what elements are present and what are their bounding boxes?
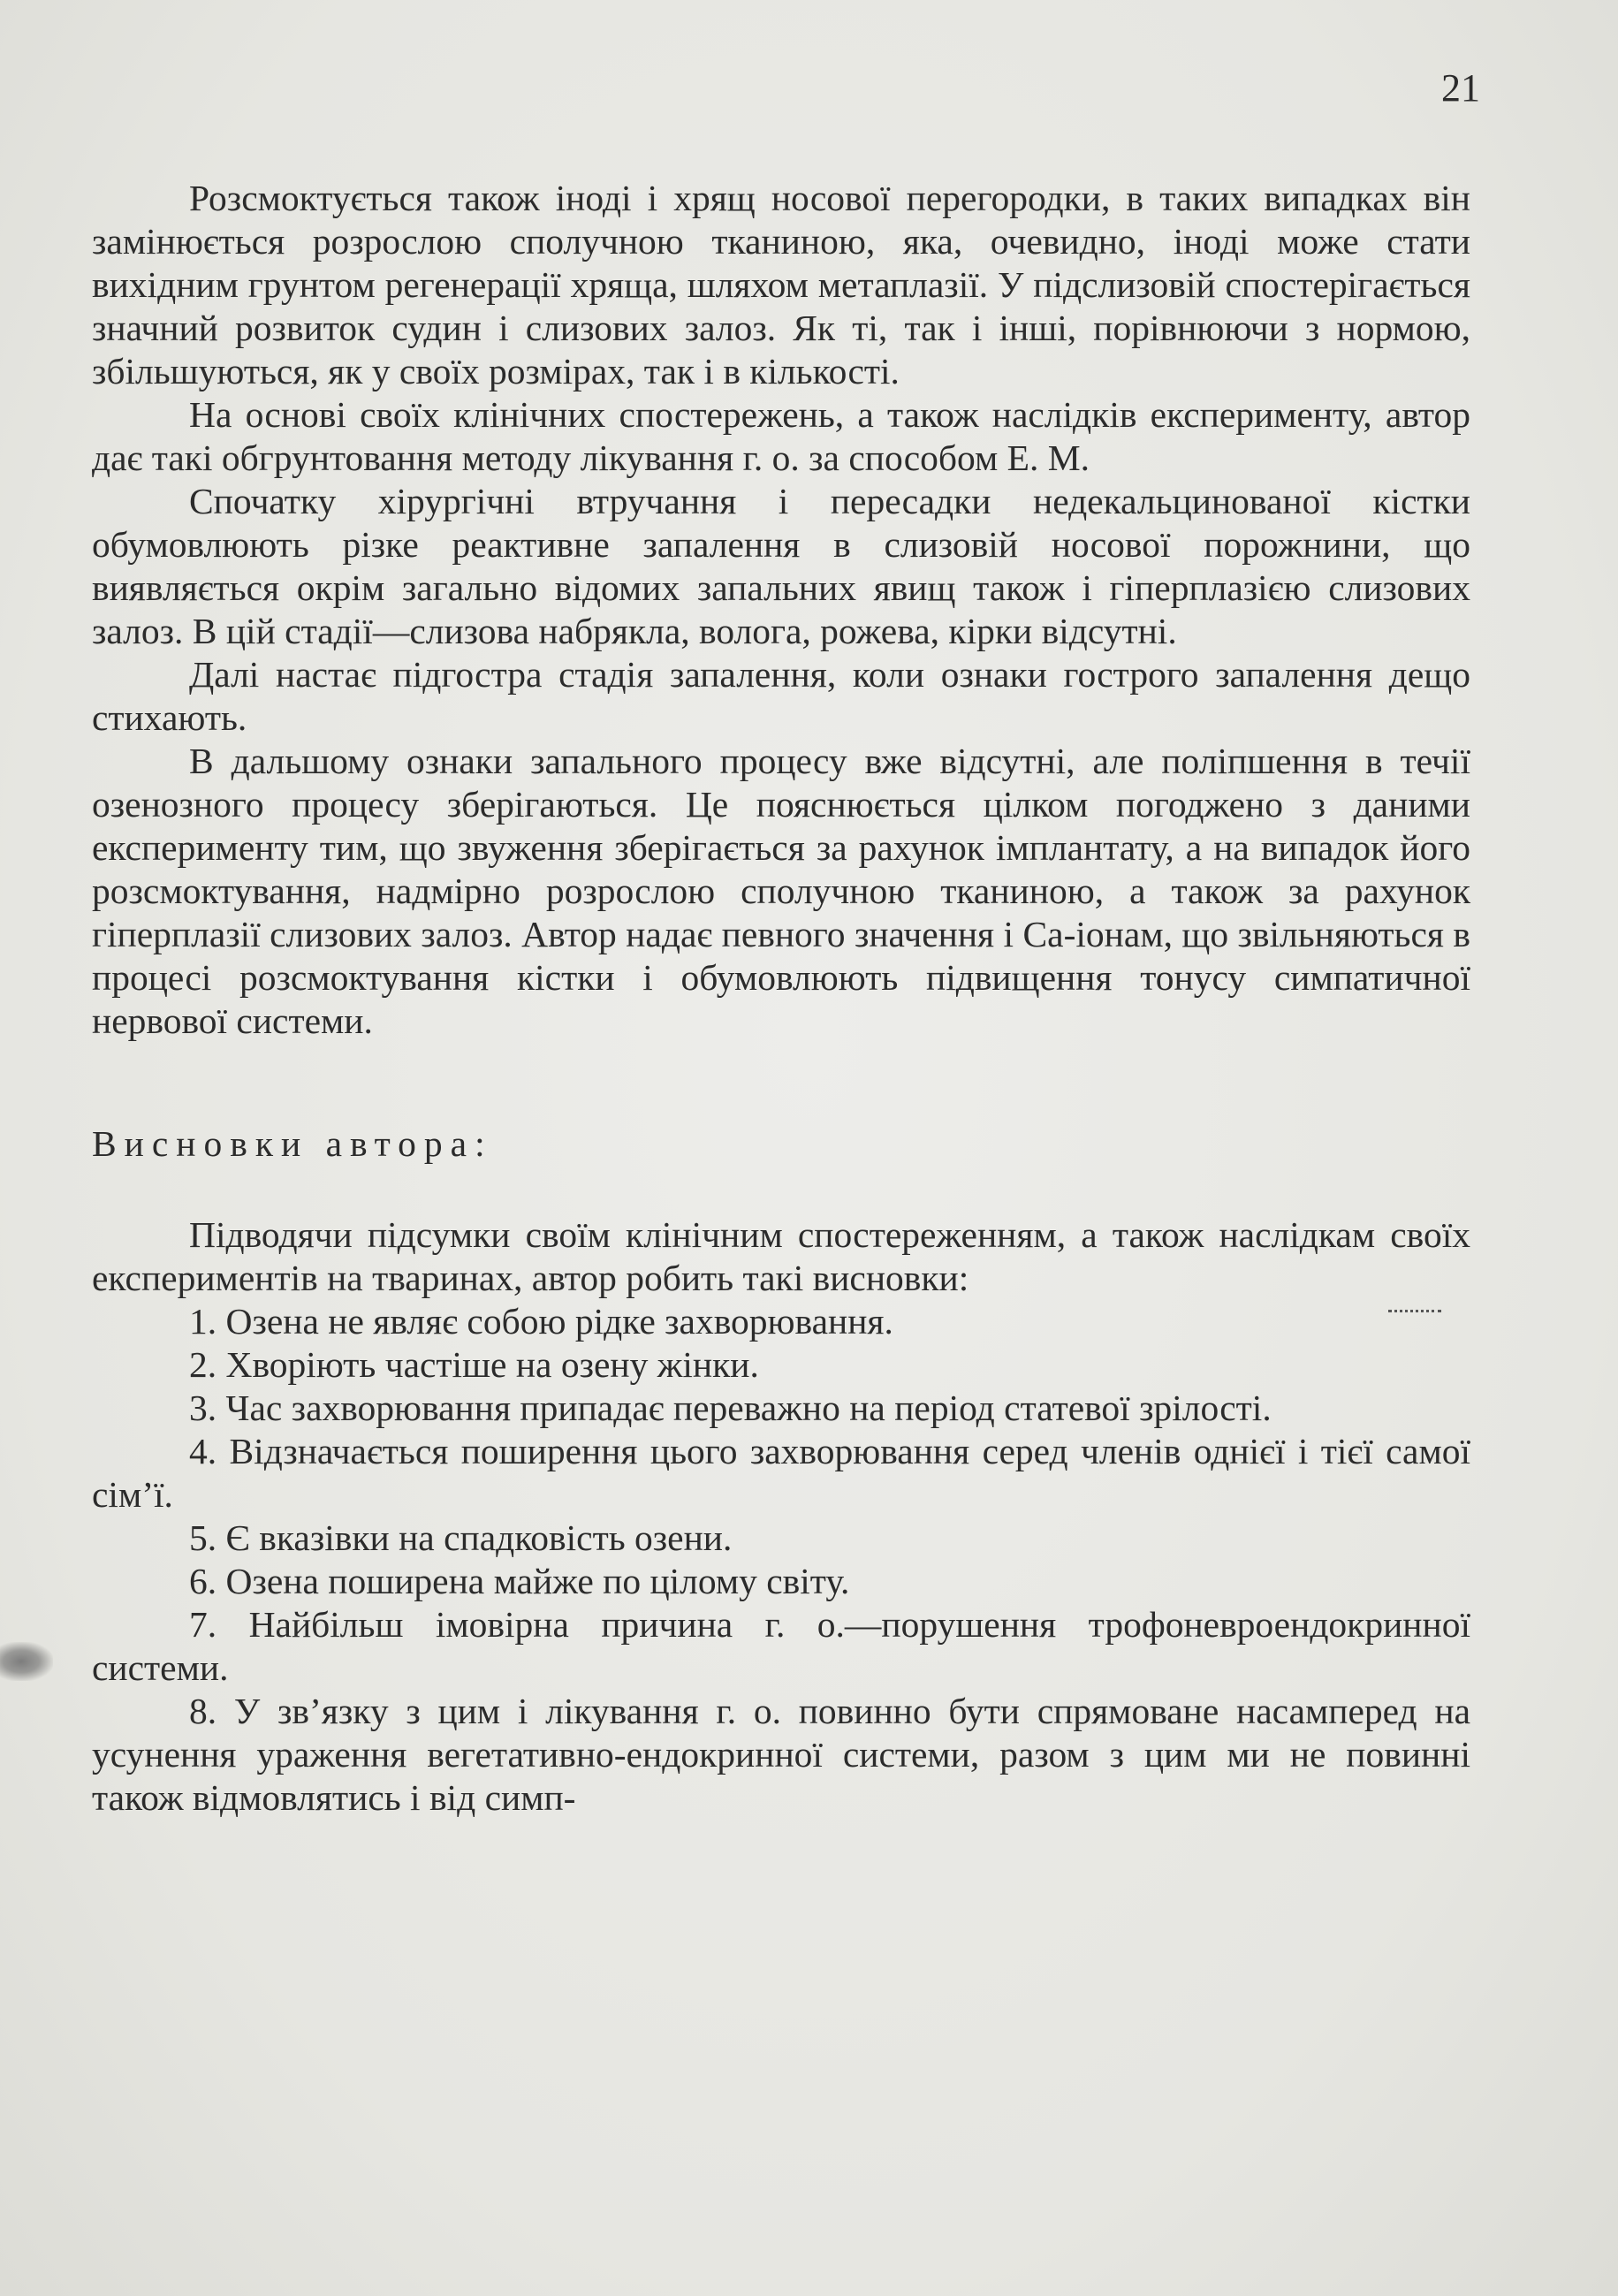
paragraph-method-rationale: На основі своїх клінічних спостережень, а також наслідків експерименту, автор дає такі обгрунтовання методу лікування г. о. за способом Е. М.: [92, 394, 1470, 478]
paragraph-initial-inflammation: Спочатку хірургічні втручання і пересадки недекальцинованої кістки обумовлюють різке реактивне запалення в слизовій носової порожнини, що виявляється окрім загально відомих запальних явищ також і гіперплазією слизових залоз. В цій стадії—слизова набрякла, волога, рожева, кірки відсутні.: [92, 481, 1470, 651]
conclusion-item: 8. У зв’язку з цим і лікування г. о. повинно бути спрямоване насамперед на усунення ураження вегетативно-ендокринної системи, разом з цим ми не повинні також відмовлятись і від симп-: [92, 1691, 1470, 1818]
conclusions-intro: Підводячи підсумки своїм клінічним спостереженням, а також наслідкам своїх експериментів на тваринах, автор робить такі висновки:: [92, 1214, 1470, 1298]
conclusion-item: 4. Відзначається поширення цього захворювання серед членів однієї і тієї самої сім’ї.: [92, 1431, 1470, 1515]
conclusion-item: 5. Є вказівки на спадковість озени.: [189, 1517, 733, 1558]
conclusion-item: 7. Найбільш імовірна причина г. о.—порушення трофоневроендокринної системи.: [92, 1604, 1470, 1688]
conclusion-item: 1. Озена не являє собою рідке захворювання.: [189, 1301, 893, 1342]
ink-smudge: [0, 1642, 53, 1681]
conclusion-item: 3. Час захворювання припадає переважно на період статевої зрілості.: [189, 1387, 1272, 1428]
paragraph-cartilage-resorption: Розсмоктується також іноді і хрящ носової перегородки, в таких випадках він замінюється розрослою сполучною тканиною, яка, очевидно, іноді може стати вихідним грунтом регенерації хряща, шляхом метаплазії. У підслизовій спостерігається значний розвиток судин і слизових залоз. Як ті, так і інші, порівнюючи з нормою, збільшуються, як у своїх розмірах, так і в кількості.: [92, 178, 1470, 392]
section-heading: Висновки автора:: [92, 1123, 493, 1164]
paragraph-later-stage: В дальшому ознаки запального процесу вже відсутні, але поліпшення в течії озенозного процесу зберігаються. Це пояснюється цілком погоджено з даними експерименту тим, що звуження зберігається за рахунок імплантату, а на випадок його розсмоктування, надмірно розрослою сполучною тканиною, а також за рахунок гіперплазії слизових залоз. Автор надає певного значення і Са-іонам, що звільняються в процесі розсмоктування кістки і обумовлюють підвищення тонусу симпатичної нервової системи.: [92, 741, 1470, 1041]
body-text: [92, 177, 1470, 1820]
conclusions-list: [92, 1300, 1470, 1820]
page-number: 21: [1441, 66, 1480, 110]
conclusion-item: 6. Озена поширена майже по цілому світу.: [189, 1561, 850, 1601]
conclusion-item: 2. Хворіють частіше на озену жінки.: [189, 1344, 759, 1385]
paragraph-subacute-stage: Далі настає підгостра стадія запалення, коли ознаки гострого запалення дещо стихають.: [92, 654, 1470, 738]
pencil-mark: [1388, 1310, 1441, 1316]
